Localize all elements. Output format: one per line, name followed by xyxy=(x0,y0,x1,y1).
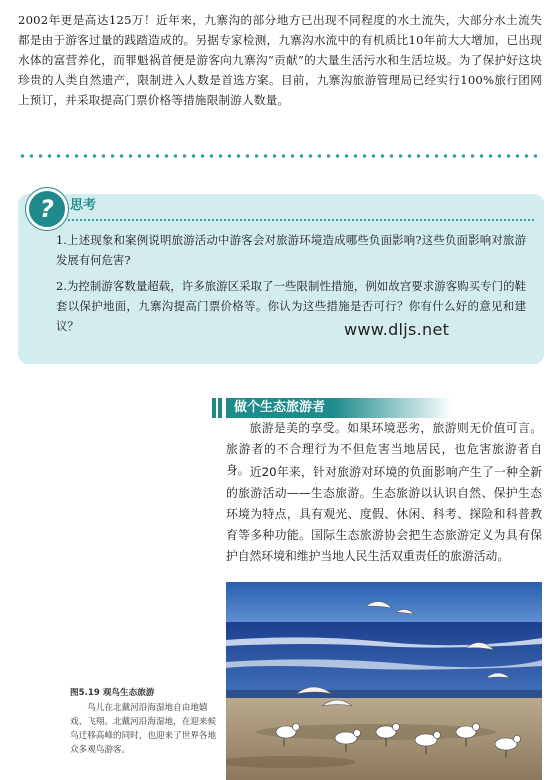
seagull-beach-illustration xyxy=(226,582,542,780)
section-paragraph-2: 近20年来，针对旅游对环境的负面影响产生了一种全新的旅游活动——生态旅游。生态旅游以认识自然、保护生态环境为特点，具有观光、度假、休闲、科考、探险和科普教育等多种功能。国际生态旅游协会把生态旅游定义为具有保护自然环境和维护当地人民生活双重责任的旅游活动。 xyxy=(226,465,542,563)
think-question-1: 1.上述现象和案例说明旅游活动中游客会对旅游环境造成哪些负面影响?这些负面影响对旅游发展有何危害? xyxy=(56,233,526,267)
bird-watching-photo xyxy=(226,582,542,780)
section-heading-bars xyxy=(212,398,222,418)
dotted-divider xyxy=(18,153,542,159)
watermark-url: www.dljs.net xyxy=(344,320,450,339)
think-header-rule xyxy=(44,199,534,221)
intro-paragraph: 2002年更是高达125万！近年来，九寨沟的部分地方已出现不同程度的水土流失，大部分水土流失都是由于游客过量的践踏造成的。另据专家检测，九寨沟水流中的有机质比10年前大大增加，已出现水体的富营养化，而罪魁祸首便是游客向九寨沟“贡献”的大量生活污水和生活垃圾。为了保护好这块珍贵的人类自然遗产，限制进入人数是首选方案。目前，九寨沟旅游管理局已经实行100%旅行团网上预订，并采取提高门票价格等措施限制游人数量。 xyxy=(18,13,542,107)
section-heading-fade xyxy=(333,398,453,418)
section-paragraph-1: 旅游是美的享受。如果环境恶劣，旅游则无价值可言。旅游者的不合理行为不但危害当地居民，也危害旅游者自身。 xyxy=(226,421,542,477)
think-question-2: 2.为控制游客数量超载，许多旅游区采取了一些限制性措施，例如故宫要求游客购买专门的鞋套以保护地面，九寨沟提高门票价格等。你认为这些措施是否可行？你有什么好的意见和建议？ xyxy=(56,279,526,333)
section-title: 做个生态旅游者 xyxy=(226,398,333,418)
question-mark-icon: ? xyxy=(26,188,68,230)
figure-number: 图5.19 xyxy=(70,688,100,698)
figure-caption xyxy=(70,686,220,757)
figure-title: 观鸟生态旅游 xyxy=(102,688,155,698)
figure-caption-title xyxy=(70,686,220,700)
think-title: 思考 xyxy=(70,198,97,213)
figure-caption-text: 鸟儿在北戴河沿海湿地自由地嬉戏、飞翔。北戴河沿海湿地，在迎来候鸟迁移高峰的同时，也迎来了世界各地众多观鸟游客。 xyxy=(70,703,217,755)
think-box xyxy=(18,194,544,364)
section-heading xyxy=(212,398,453,418)
